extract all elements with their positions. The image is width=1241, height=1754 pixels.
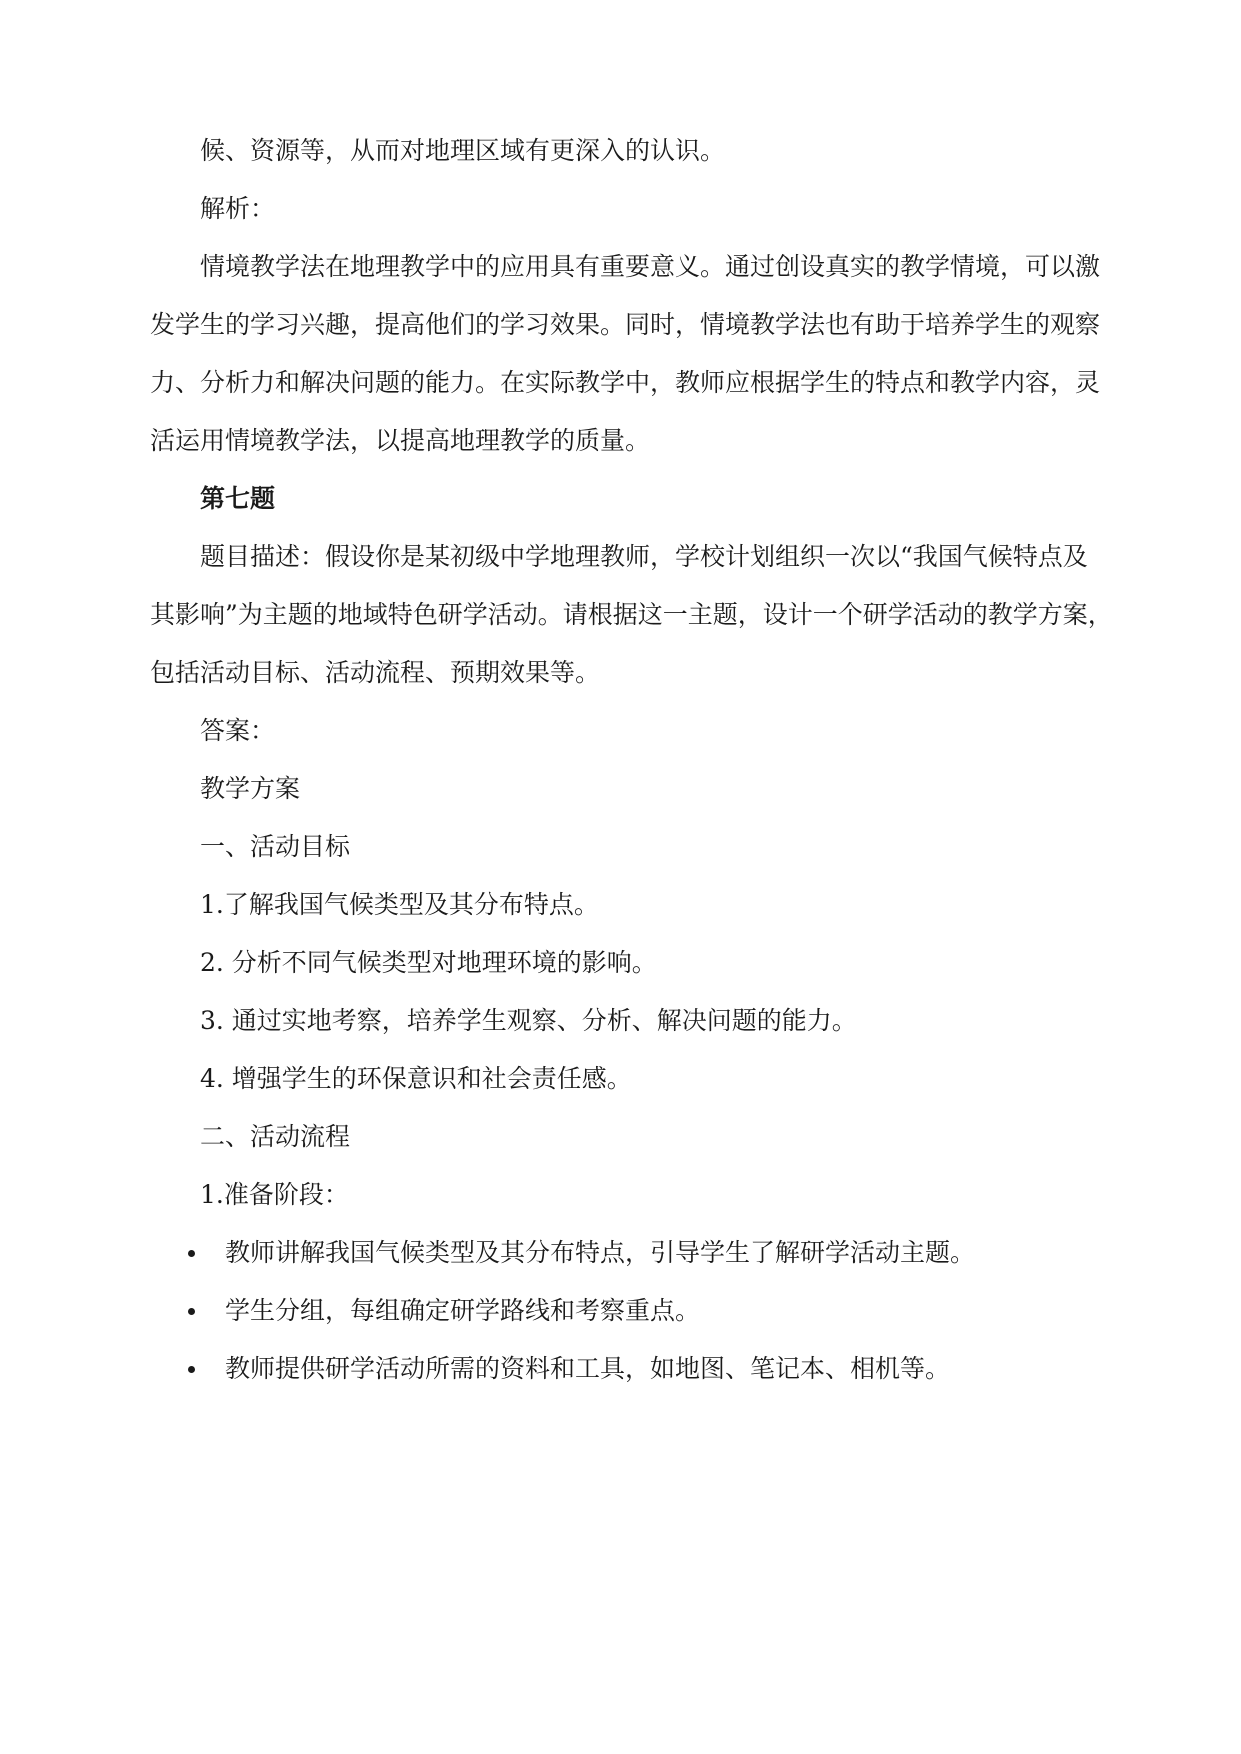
goal-item: 4. 增强学生的环保意识和社会责任感。	[200, 1064, 632, 1093]
goal-item: 2. 分析不同气候类型对地理环境的影响。	[200, 948, 657, 977]
question-line-2: 其影响”为主题的地域特色研学活动。请根据这一主题，设计一个研学活动的教学方案，	[150, 600, 1113, 629]
analysis-line-2: 发学生的学习兴趣，提高他们的学习效果。同时，情境教学法也有助于培养学生的观察	[150, 310, 1101, 339]
plan-title: 教学方案	[200, 774, 301, 803]
analysis-label: 解析：	[200, 194, 276, 223]
answer-label: 答案：	[200, 716, 276, 745]
goal-item: 1.了解我国气候类型及其分布特点。	[200, 890, 599, 919]
goal-item: 3. 通过实地考察，培养学生观察、分析、解决问题的能力。	[200, 1006, 857, 1035]
question-line-1: 题目描述：假设你是某初级中学地理教师，学校计划组织一次以“我国气候特点及	[200, 542, 1088, 571]
analysis-line-1: 情境教学法在地理教学中的应用具有重要意义。通过创设真实的教学情境，可以激	[200, 252, 1101, 281]
analysis-line-4: 活运用情境教学法，以提高地理教学的质量。	[150, 426, 651, 455]
bullet-dot	[188, 1366, 195, 1373]
question-line-3: 包括活动目标、活动流程、预期效果等。	[150, 658, 601, 687]
continuation-line: 候、资源等，从而对地理区域有更深入的认识。	[200, 136, 726, 165]
stage-title-preparation: 1.准备阶段：	[200, 1180, 349, 1209]
bullet-dot	[188, 1250, 195, 1257]
section-title-goals: 一、活动目标	[200, 832, 351, 861]
question-title: 第七题	[200, 484, 276, 513]
bullet-item: 学生分组，每组确定研学路线和考察重点。	[225, 1296, 701, 1325]
bullet-item: 教师讲解我国气候类型及其分布特点，引导学生了解研学活动主题。	[225, 1238, 976, 1267]
analysis-line-3: 力、分析力和解决问题的能力。在实际教学中，教师应根据学生的特点和教学内容，灵	[150, 368, 1101, 397]
section-title-process: 二、活动流程	[200, 1122, 351, 1151]
bullet-item: 教师提供研学活动所需的资料和工具，如地图、笔记本、相机等。	[225, 1354, 951, 1383]
bullet-dot	[188, 1308, 195, 1315]
